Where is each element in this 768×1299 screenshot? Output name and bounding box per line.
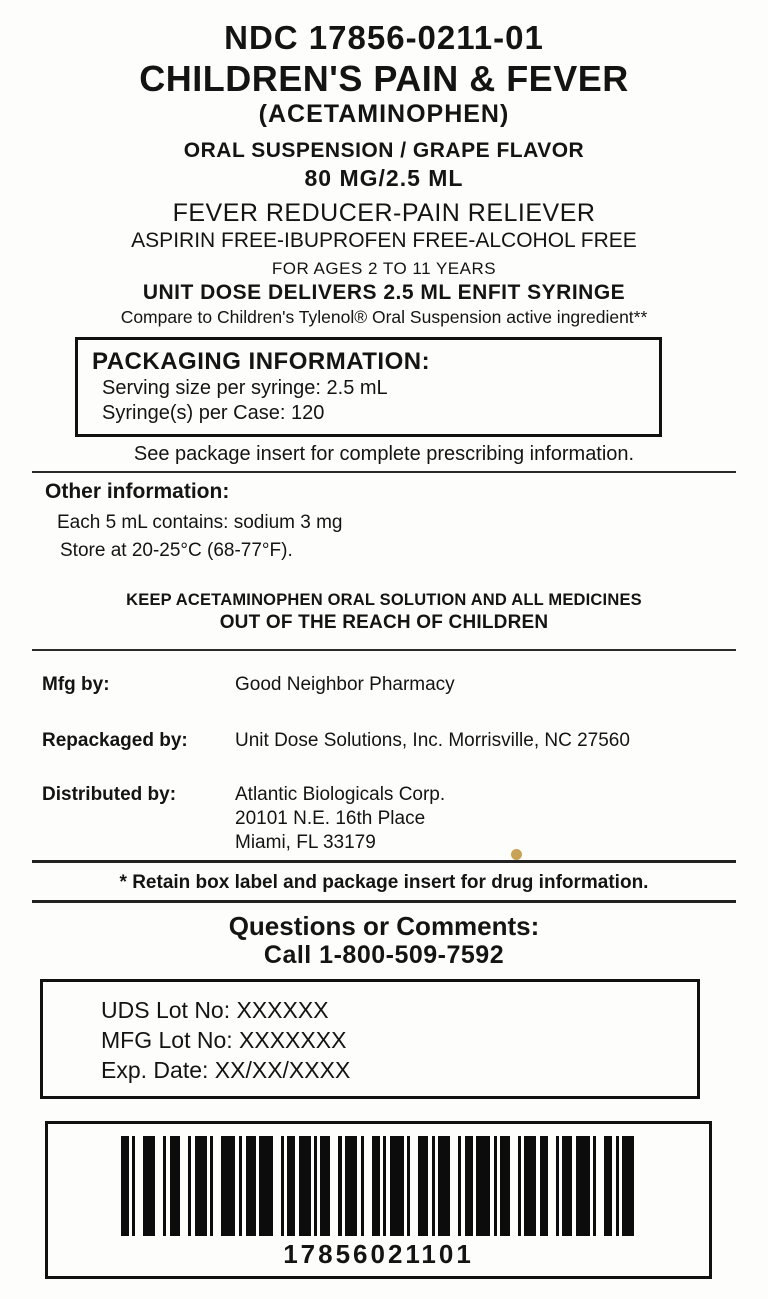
scan-artifact-dot <box>511 849 522 860</box>
questions-phone: Call 1-800-509-7592 <box>263 941 505 969</box>
other-information-heading: Other information: <box>45 480 230 503</box>
claim-fever-reducer: FEVER REDUCER-PAIN RELIEVER <box>172 199 596 227</box>
syringes-per-case: Syringe(s) per Case: 120 <box>102 402 325 424</box>
barcode <box>121 1136 637 1236</box>
divider-line <box>32 900 736 903</box>
distributor-street: 20101 N.E. 16th Place <box>235 808 426 829</box>
keep-out-warning-line2: OUT OF THE REACH OF CHILDREN <box>219 612 549 633</box>
barcode-number: 17856021101 <box>283 1238 474 1269</box>
keep-out-warning-line1: KEEP ACETAMINOPHEN ORAL SOLUTION AND ALL MEDICINES <box>126 591 642 609</box>
ndc-number: NDC 17856-0211-01 <box>224 19 544 56</box>
distributed-by-value <box>235 783 445 855</box>
repackager-row <box>0 729 768 753</box>
mfg-by-label: Mfg by: <box>42 674 110 695</box>
uds-lot-number: UDS Lot No: XXXXXX <box>101 997 329 1023</box>
age-range: FOR AGES 2 TO 11 YEARS <box>271 259 497 278</box>
product-name: CHILDREN'S PAIN & FEVER <box>139 58 629 99</box>
mfg-by-value: Good Neighbor Pharmacy <box>235 674 455 695</box>
claim-free-of: ASPIRIN FREE-IBUPROFEN FREE-ALCOHOL FREE <box>131 229 637 252</box>
divider-line <box>32 649 736 651</box>
compare-statement: Compare to Children's Tylenol® Oral Suspension active ingredient** <box>120 307 648 327</box>
strength: 80 MG/2.5 ML <box>304 165 464 191</box>
lot-number-box <box>40 979 700 1099</box>
distributor-row <box>0 783 768 855</box>
label-header <box>0 0 768 329</box>
packaging-information-box <box>75 337 662 437</box>
manufacturer-row <box>0 673 768 697</box>
repackaged-by-label: Repackaged by: <box>42 730 188 751</box>
storage-conditions: Store at 20-25°C (68-77°F). <box>60 540 293 561</box>
expiration-date: Exp. Date: XX/XX/XXXX <box>101 1057 351 1083</box>
barcode-box <box>45 1121 712 1279</box>
dosage-form-flavor: ORAL SUSPENSION / GRAPE FLAVOR <box>183 139 585 162</box>
package-insert-note: See package insert for complete prescribing information. <box>133 443 635 465</box>
mfg-lot-number: MFG Lot No: XXXXXXX <box>101 1027 347 1053</box>
distributed-by-label: Distributed by: <box>42 784 177 805</box>
serving-size: Serving size per syringe: 2.5 mL <box>102 377 388 399</box>
distributor-city: Miami, FL 33179 <box>235 832 376 853</box>
unit-dose-statement: UNIT DOSE DELIVERS 2.5 ML ENFIT SYRINGE <box>142 281 626 304</box>
distributor-name: Atlantic Biologicals Corp. <box>235 784 446 805</box>
questions-heading: Questions or Comments: <box>228 911 540 941</box>
active-ingredient: (ACETAMINOPHEN) <box>258 100 510 128</box>
retain-label-note: * Retain box label and package insert for drug information. <box>119 872 649 893</box>
sodium-content: Each 5 mL contains: sodium 3 mg <box>57 512 343 533</box>
repackaged-by-value: Unit Dose Solutions, Inc. Morrisville, NC 27560 <box>235 730 630 751</box>
divider-line <box>32 471 736 473</box>
packaging-information-heading: PACKAGING INFORMATION: <box>92 348 431 375</box>
divider-line <box>32 860 736 863</box>
